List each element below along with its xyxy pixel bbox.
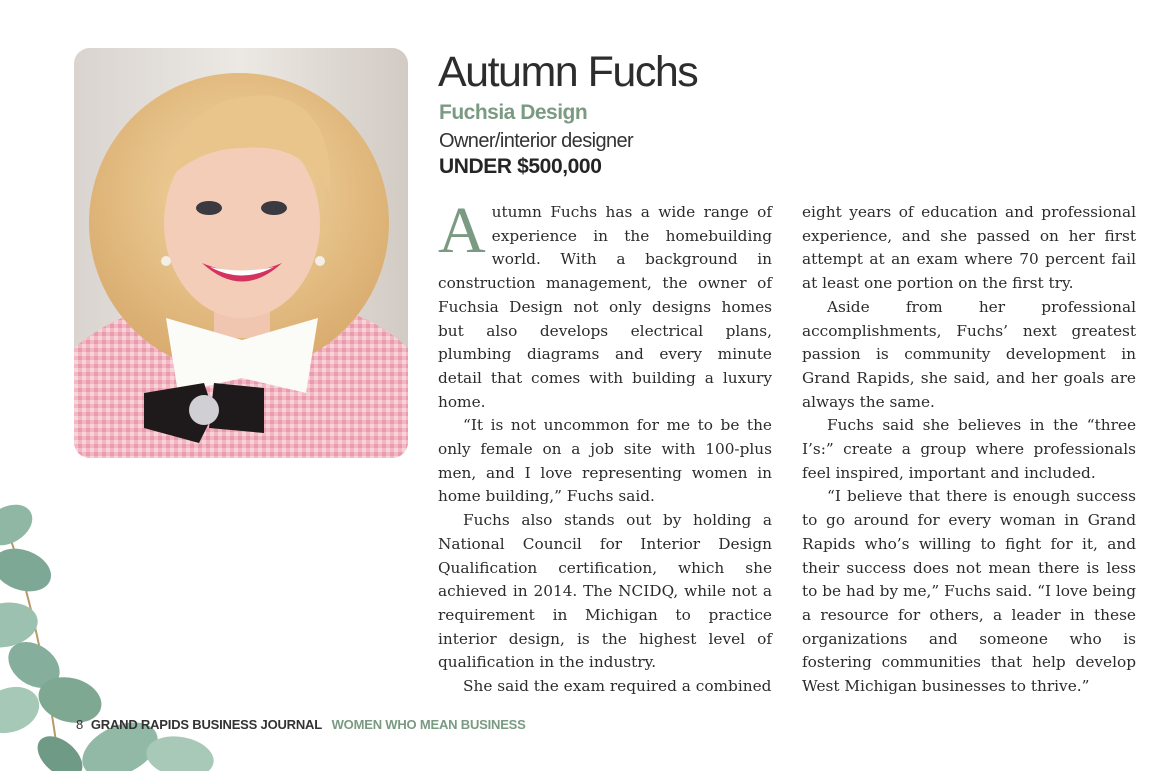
page-number: 8 xyxy=(76,717,84,732)
portrait-illustration xyxy=(74,48,408,458)
article-paragraph: She said the exam required a combined xyxy=(463,677,772,696)
article-paragraph: Fuchs said she believes in the “three I’s:” create a group where professionals feel inspired, important and included. xyxy=(802,416,1136,482)
article-paragraph: “It is not uncommon for me to be the only female on a job site with 100-plus men, and I love representing women in home building,” Fuchs said. xyxy=(438,416,772,506)
article-paragraph: “I believe that there is enough success to go around for every woman in Grand Rapids who’s willing to fight for it, and their success does not mean there is less to be had by me,” Fuchs said. “I love being a resource for others, a leader in these organizations and someone who is fostering communities that help develop West Michigan businesses to thrive.” xyxy=(802,487,1136,696)
article-paragraph: Aside from her professional accomplishments, Fuchs’ next greatest passion is community development in Grand Rapids, she said, and her goals are always the same. xyxy=(802,297,1136,411)
publication-name: GRAND RAPIDS BUSINESS JOURNAL xyxy=(90,717,322,732)
page-footer xyxy=(76,717,526,732)
article-paragraph xyxy=(438,194,772,414)
section-name: WOMEN WHO MEAN BUSINESS xyxy=(331,717,526,732)
article-column-left xyxy=(438,194,772,699)
portrait-photo xyxy=(74,48,408,458)
person-name: Autumn Fuchs xyxy=(438,48,698,96)
company-name: Fuchsia Design xyxy=(439,101,588,124)
drop-cap: A xyxy=(438,194,486,267)
job-title: Owner/interior designer xyxy=(439,130,634,152)
paragraph-text: utumn Fuchs has a wide range of experience in the homebuilding world. With a background in construction management, the owner of Fuchsia Design not only designs homes but also develops electrical plans, plumbing diagrams and every minute detail that comes with building a luxury home. xyxy=(438,203,772,411)
article-paragraph: eight years of education and professional experience, and she passed on her first attempt at an exam where 70 percent fail at least one portion on the first try. xyxy=(802,203,1136,293)
article-column-right xyxy=(802,201,1136,699)
article-paragraph: Fuchs also stands out by holding a National Council for Interior Design Qualification certification, which she achieved in 2014. The NCIDQ, while not a requirement in Michigan to practice interior design, is the highest level of qualification in the industry. xyxy=(438,511,772,672)
revenue-category: UNDER $500,000 xyxy=(439,155,602,178)
